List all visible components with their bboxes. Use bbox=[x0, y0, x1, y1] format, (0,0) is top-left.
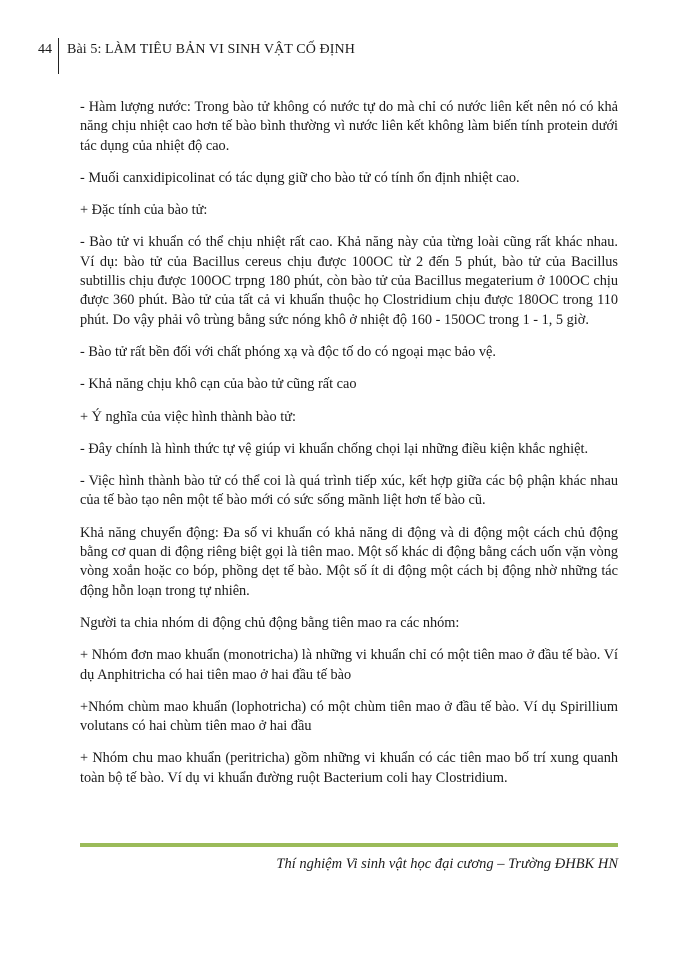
paragraph-peritricha: + Nhóm chu mao khuẩn (peritricha) gồm những vi khuẩn có các tiên mao bố trí xung quanh toàn bộ tế bào. Ví dụ vi khuẩn đường ruột Bacterium coli hay Clostridium. bbox=[80, 750, 618, 786]
footer-caption: Thí nghiệm Vi sinh vật học đại cương – Trường ĐHBK HN bbox=[276, 856, 618, 872]
subheading-spore-properties: + Đặc tính của bào tử: bbox=[80, 202, 208, 219]
paragraph-motility: Khả năng chuyển động: Đa số vi khuẩn có khả năng di động và di động một cách chủ động bằng cơ quan di động riêng biệt gọi là tiên mao. Một số khác di động bằng cách uốn vặn vòng vòng xoắn hoặc co bóp, phồng dẹt tế bào. Một số ít di động một cách bị động nhờ những tác động hỗn loạn trong tự nhiên. bbox=[80, 524, 618, 599]
page-body bbox=[80, 98, 618, 801]
chapter-title: Bài 5: LÀM TIÊU BẢN VI SINH VẬT CỐ ĐỊNH bbox=[67, 42, 355, 57]
paragraph-heat-resistance: - Bào tử vi khuẩn có thể chịu nhiệt rất cao. Khả năng này của từng loài cũng rất khác nhau. Ví dụ: bào tử của Bacillus cereus chịu được 100OC từ 2 đến 5 phút, bào tử của Bacillus subtillis chịu được 100OC trpng 180 phút, còn bào tử của Bacillus megaterium ở 100OC chịu được 360 phút. Bào tử của tất cả vi khuẩn thuộc họ Clostridium chịu được 180OC trong 110 phút. Do vậy phải vô trùng bằng sức nóng khô ở nhiệt độ 160 - 150OC trong 1 - 1, 5 giờ. bbox=[80, 234, 618, 328]
paragraph-monotricha: + Nhóm đơn mao khuẩn (monotricha) là những vi khuẩn chỉ có một tiên mao ở đầu tế bào. Ví dụ Anphitricha có hai tiên mao ở hai đầu tế bào bbox=[80, 647, 618, 683]
paragraph-water-content: - Hàm lượng nước: Trong bào tử không có nước tự do mà chỉ có nước liên kết nên nó có khả năng chịu nhiệt cao hơn tế bào bình thường vì nước liên kết không làm biến tính protein dưới tác dụng của nhiệt độ cao. bbox=[80, 99, 618, 154]
paragraph-flagella-groups-intro: Người ta chia nhóm di động chủ động bằng tiên mao ra các nhóm: bbox=[80, 614, 460, 631]
header-divider bbox=[58, 38, 59, 74]
subheading-spore-significance: + Ý nghĩa của việc hình thành bào tử: bbox=[80, 408, 296, 425]
paragraph-spore-formation: - Việc hình thành bào tử có thể coi là quá trình tiếp xúc, kết hợp giữa các bộ phận khác nhau của tế bào tạo nên một tế bào mới có sức sống mãnh liệt hơn tế bào cũ. bbox=[80, 473, 618, 509]
paragraph-drought-resistance: - Khả năng chịu khô cạn của bào tử cũng rất cao bbox=[80, 376, 357, 393]
paragraph-radiation-resistance: - Bào tử rất bền đối với chất phóng xạ và độc tố do có ngoại mạc bảo vệ. bbox=[80, 343, 496, 360]
page-header bbox=[0, 0, 700, 90]
paragraph-lophotricha: +Nhóm chùm mao khuẩn (lophotricha) có một chùm tiên mao ở đầu tế bào. Ví dụ Spirillium volutans có hai chùm tiên mao ở hai đầu bbox=[80, 698, 618, 735]
paragraph-self-defense: - Đây chính là hình thức tự vệ giúp vi khuẩn chống chọi lại những điều kiện khắc nghiệt. bbox=[80, 440, 589, 457]
page-number: 44 bbox=[38, 42, 52, 57]
footer-divider bbox=[80, 843, 618, 847]
paragraph-calcium-dipicolinate: - Muối canxidipicolinat có tác dụng giữ cho bào tử có tính ổn định nhiệt cao. bbox=[80, 169, 520, 186]
